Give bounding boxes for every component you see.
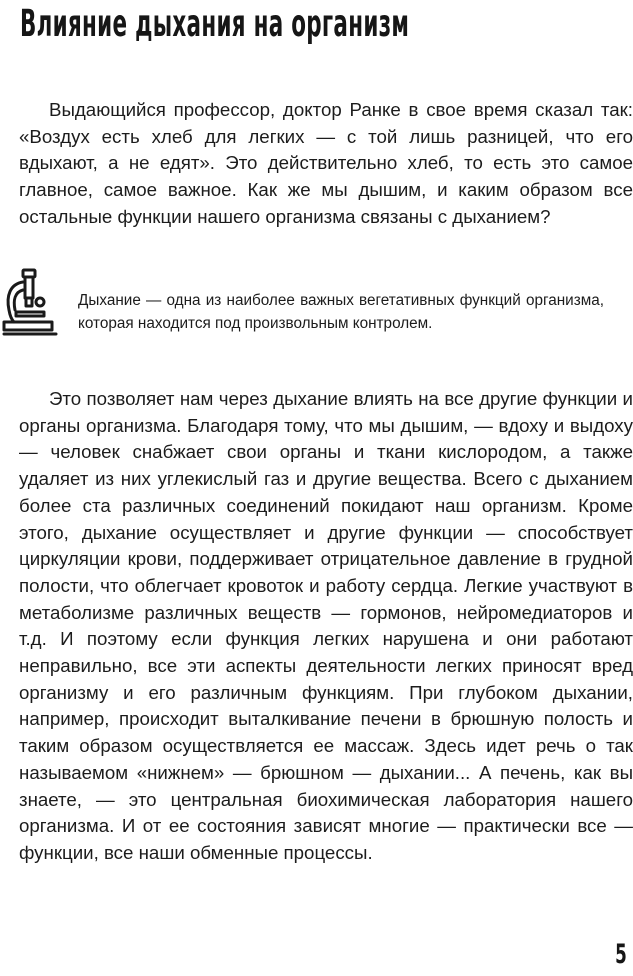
page-number: 5 [615, 939, 627, 970]
page-title: Влияние дыхания на организм [20, 2, 410, 45]
note-callout [0, 268, 633, 360]
paragraph-main: Это позволяет нам через дыхание влиять на все другие функции и органы организма. Благодаря тому, что мы дышим, — вдоху и выдоху — человек снабжает свои органы и ткани кислородом, а также удаляет из них углекислый газ и другие вещества. Всего с дыханием более ста различных соединений покидают наш организм. Кроме этого, дыхание осуществляет и другие функции — способствует циркуляции крови, поддерживает отрицательное давление в грудной полости, что облегчает кровоток и работу сердца. Легкие участвуют в метаболизме различных веществ — гормонов, нейромедиаторов и т.д. И поэтому если функция легких нарушена и они работают неправильно, все эти аспекты деятельности легких приносят вред организму и его различным функциям. При глубоком дыхании, например, происходит выталкивание печени в брюшную полость и таким образом осуществляется ее массаж. Здесь идет речь о так называемом «нижнем» — брюшном — дыхании... А печень, как вы знаете, — это центральная биохимическая лаборатория нашего организма. И от ее состояния зависят многие — практически все — функции, все наши обменные процессы. [19, 388, 633, 863]
note-text: Дыхание — одна из наиболее важных вегетативных функций организма, которая находится под произвольным контролем. [78, 292, 604, 332]
microscope-icon [0, 268, 58, 336]
paragraph-intro: Выдающийся профессор, доктор Ранке в свое время сказал так: «Воздух есть хлеб для легких — с той лишь разницей, что его вдыхают, а не едят». Это действительно хлеб, то есть это самое главное, самое важное. Как же мы дышим, и каким образом все остальные функции нашего организма связаны с дыханием? [19, 99, 633, 227]
